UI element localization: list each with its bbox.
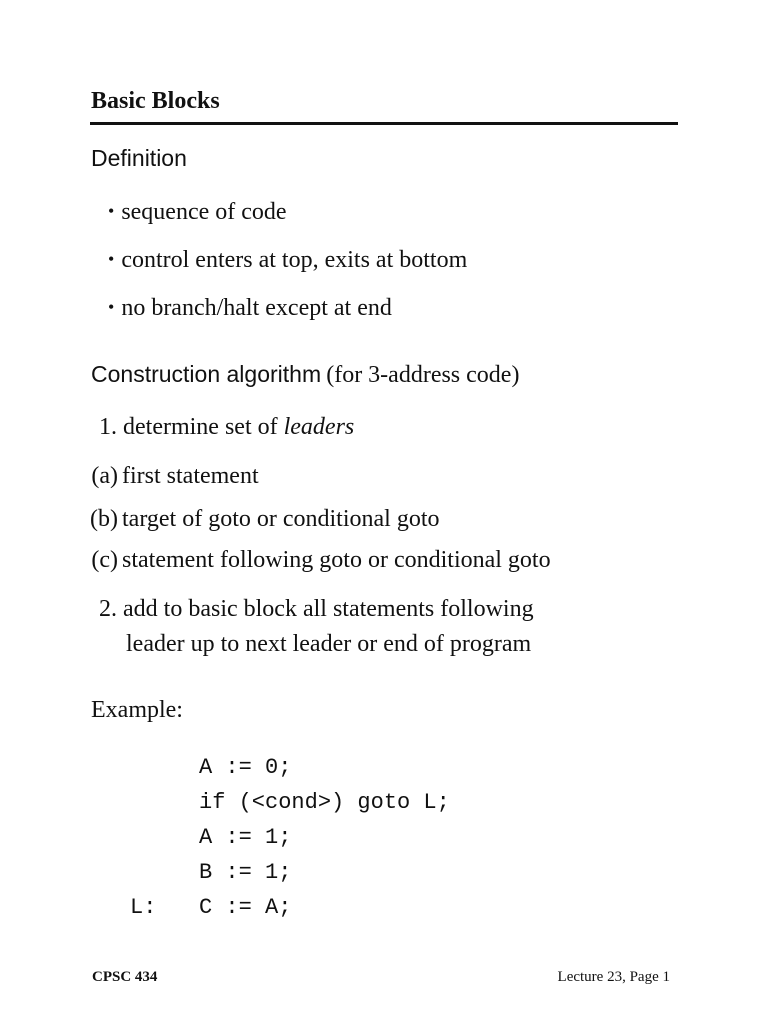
construction-heading: Construction algorithm (for 3-address code)	[91, 361, 520, 388]
footer-course: CPSC 434	[92, 969, 158, 985]
definition-heading: Definition	[91, 145, 187, 171]
bullet-icon: •	[108, 297, 115, 317]
code-line: A := 1;	[199, 825, 292, 850]
code-line: A := 0;	[199, 755, 292, 780]
code-line: if (<cond>) goto L;	[199, 790, 450, 815]
step-2-continuation: leader up to next leader or end of program	[126, 631, 532, 657]
footer-page: Lecture 23, Page 1	[557, 969, 670, 985]
substep-c: (c) statement following goto or conditional goto	[91, 547, 551, 573]
example-heading: Example:	[91, 697, 183, 723]
code-label: L:	[130, 895, 157, 920]
substep-b: (b) target of goto or conditional goto	[90, 506, 440, 532]
page-title: Basic Blocks	[91, 88, 220, 114]
step-1: 1. determine set of leaders	[99, 414, 355, 440]
code-line: C := A;	[199, 895, 292, 920]
code-line: B := 1;	[199, 860, 292, 885]
step-2: 2. add to basic block all statements following	[99, 596, 534, 622]
substep-a: (a) first statement	[91, 463, 259, 489]
bullet-item: • control enters at top, exits at bottom	[108, 247, 468, 273]
bullet-icon: •	[108, 201, 115, 221]
bullet-icon: •	[108, 249, 115, 269]
title-rule	[90, 122, 678, 125]
bullet-item: • no branch/halt except at end	[108, 295, 392, 321]
bullet-item: • sequence of code	[108, 199, 287, 225]
